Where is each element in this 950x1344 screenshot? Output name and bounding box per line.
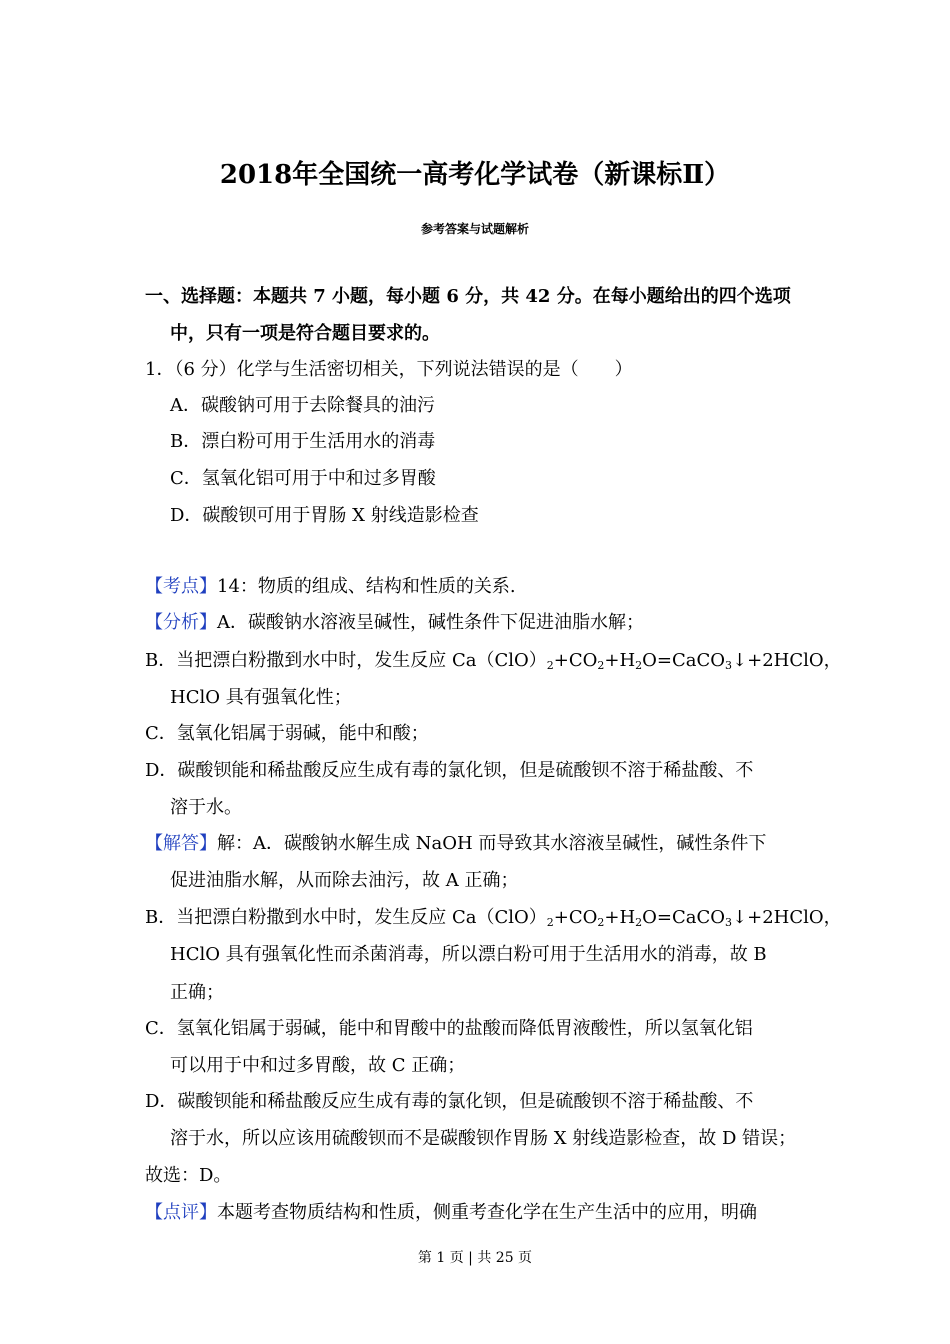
fenxi-d2: 溶于水。 [170, 797, 242, 818]
jieda-a2: 促进油脂水解，从而除去油污，故 A 正确； [170, 870, 519, 891]
jieda-a1: 解：A．碳酸钠水解生成 NaOH 而导致其水溶液呈碱性，碱性条件下 [217, 833, 767, 854]
kaodian-line [145, 576, 516, 598]
sub: 2 [635, 659, 643, 672]
text: +CO [553, 650, 598, 671]
jieda-c2: 可以用于中和过多胃酸，故 C 正确； [170, 1055, 466, 1076]
dianping-tag: 【点评】 [145, 1202, 217, 1223]
jieda-d2: 溶于水，所以应该用硫酸钡而不是碳酸钡作胃肠 X 射线造影检查，故 D 错误； [170, 1128, 797, 1149]
jieda-b3: 正确； [170, 982, 224, 1003]
text: +CO [553, 907, 598, 928]
fenxi-b2: HClO 具有强氧化性； [170, 687, 352, 708]
section-heading-cont: 中，只有一项是符合题目要求的。 [170, 323, 440, 344]
fenxi-text: A．碳酸钠水溶液呈碱性，碱性条件下促进油脂水解； [217, 612, 644, 633]
text: ↓+2HClO， [732, 650, 842, 671]
text: O=CaCO [642, 650, 726, 671]
jieda-b-equation [145, 907, 842, 929]
fenxi-tag: 【分析】 [145, 612, 217, 633]
option-d: D．碳酸钡可用于胃肠 X 射线造影检查 [170, 505, 479, 526]
sub: 2 [597, 916, 605, 929]
jieda-c1: C．氢氧化铝属于弱碱，能中和胃酸中的盐酸而降低胃液酸性，所以氢氧化铝 [145, 1018, 753, 1039]
sub: 2 [546, 659, 554, 672]
fenxi-c: C．氢氧化铝属于弱碱，能中和酸； [145, 723, 429, 744]
text: +H [604, 907, 636, 928]
section-heading: 一、选择题：本题共 7 小题，每小题 6 分，共 42 分。在每小题给出的四个选项 [145, 286, 791, 307]
option-c: C．氢氧化铝可用于中和过多胃酸 [170, 468, 436, 489]
jieda-b2: HClO 具有强氧化性而杀菌消毒，所以漂白粉可用于生活用水的消毒，故 B [170, 944, 767, 965]
jieda-d1: D．碳酸钡能和稀盐酸反应生成有毒的氯化钡，但是硫酸钡不溶于稀盐酸、不 [145, 1091, 754, 1112]
fenxi-d1: D．碳酸钡能和稀盐酸反应生成有毒的氯化钡，但是硫酸钡不溶于稀盐酸、不 [145, 760, 754, 781]
question-stem: 1．（6 分）化学与生活密切相关，下列说法错误的是（ ） [145, 359, 633, 380]
option-a: A．碳酸钠可用于去除餐具的油污 [170, 395, 435, 416]
dianping-text: 本题考查物质结构和性质，侧重考查化学在生产生活中的应用，明确 [217, 1202, 757, 1223]
sub: 2 [546, 916, 554, 929]
fenxi-line [145, 612, 644, 634]
sub: 3 [725, 916, 733, 929]
page-title: 2018年全国统一高考化学试卷（新课标Ⅱ） [219, 160, 731, 190]
kaodian-tag: 【考点】 [145, 576, 217, 597]
sub: 2 [635, 916, 643, 929]
kaodian-text: 14：物质的组成、结构和性质的关系. [217, 576, 516, 597]
text: B．当把漂白粉撒到水中时，发生反应 Ca（ClO） [145, 650, 547, 671]
dianping-line [145, 1202, 757, 1224]
text: O=CaCO [642, 907, 726, 928]
sub: 3 [725, 659, 733, 672]
text: ↓+2HClO， [732, 907, 842, 928]
text: B．当把漂白粉撒到水中时，发生反应 Ca（ClO） [145, 907, 547, 928]
text: +H [604, 650, 636, 671]
fenxi-b-equation [145, 650, 842, 672]
page-subtitle: 参考答案与试题解析 [420, 222, 529, 236]
jieda-answer: 故选：D。 [145, 1165, 232, 1186]
option-b: B．漂白粉可用于生活用水的消毒 [170, 431, 436, 452]
jieda-line [145, 833, 766, 855]
jieda-tag: 【解答】 [145, 833, 217, 854]
sub: 2 [597, 659, 605, 672]
page-footer: 第 1 页 | 共 25 页 [417, 1250, 533, 1266]
